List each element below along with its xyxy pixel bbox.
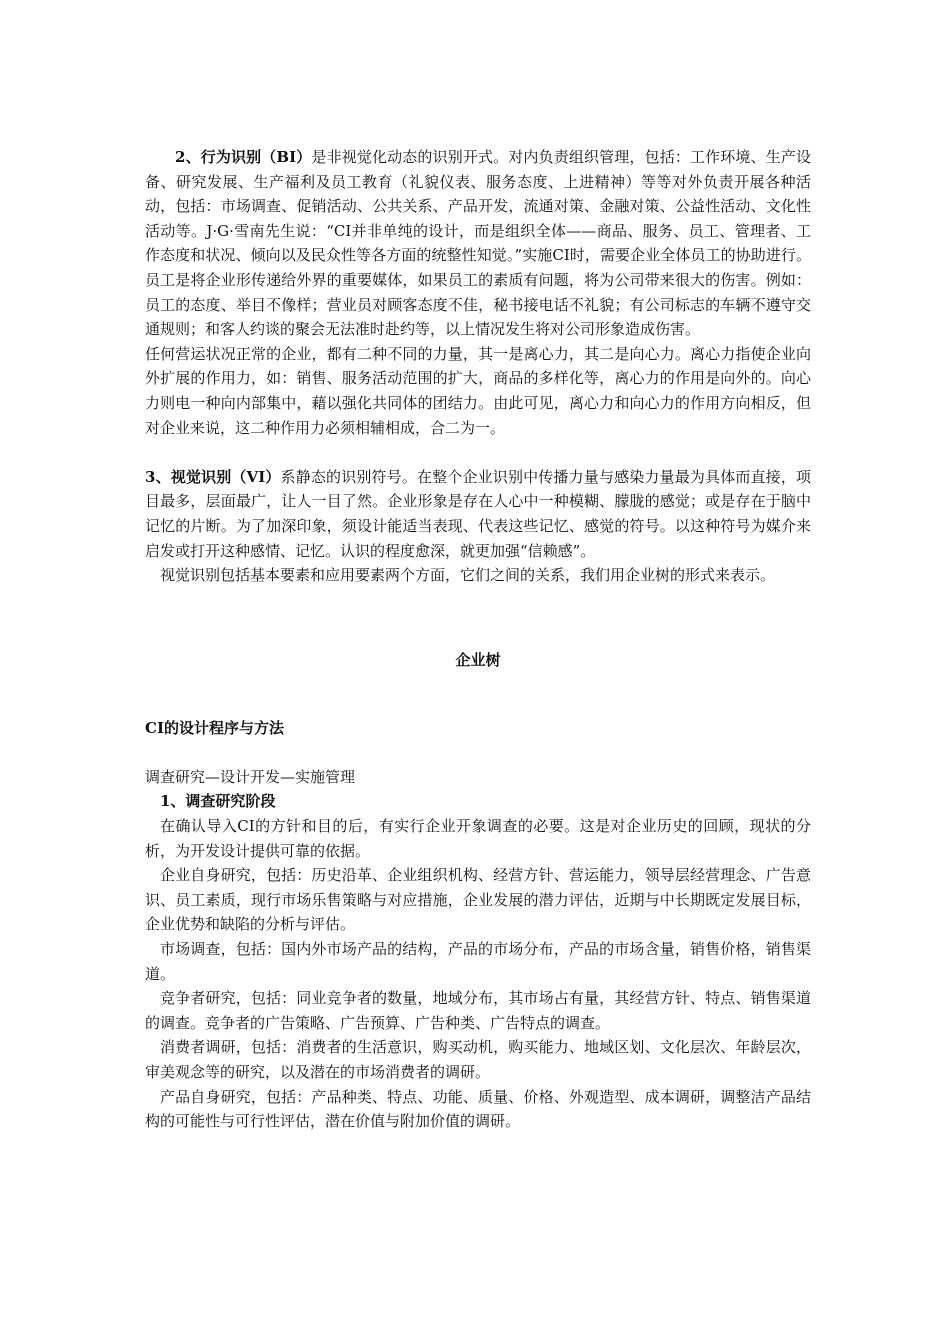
bi-paragraph [145,145,811,342]
forces-paragraph: 任何营运状况正常的企业，都有二种不同的力量，其一是离心力，其二是向心力。离心力指使企业向外扩展的作用力，如：销售、服务活动范围的扩大，商品的多样化等，离心力的作用是向外的。向心力则电一种向内部集中，藉以强化共同体的团结力。由此可见，离心力和向心力的作用方向相反，但对企业来说，这二种作用力必须相辅相成，合二为一。 [145,344,811,437]
stage1-heading: 1、调查研究阶段 [160,792,276,811]
ci-paragraph-4: 竞争者研究，包括：同业竞争者的数量，地域分布，其市场占有量，其经营方针、特点、销售渠道的调查。竞争者的广告策略、广告预算、广告种类、广告特点的调查。 [145,989,811,1032]
ci-paragraph-6: 产品自身研究，包括：产品种类、特点、功能、质量、价格、外观造型、成本调研，调整洁产品结构的可能性与可行性评估，潜在价值与附加价值的调研。 [145,1087,811,1131]
document-page [145,145,811,1134]
spacer [145,440,811,465]
ci-paragraph-5: 消费者调研，包括：消费者的生活意识，购买动机，购买能力、地域区划、文化层次、年龄层次，审美观念等的研究，以及潜在的市场消费者的调研。 [145,1038,811,1081]
vi-heading: 3、视觉识别（VI） [145,467,281,486]
vi-relation-paragraph: 视觉识别包括基本要素和应用要素两个方面，它们之间的关系，我们用企业树的形式来表示。 [160,566,776,585]
ci-flow: 调查研究—设计开发—实施管理 [145,767,356,786]
bi-text: 是非视觉化动态的识别开式。对内负责组织管理，包括：工作环境、生产设备、研究发展、生产福利及员工教育（礼貌仪表、服务态度、上进精神）等等对外负责开展各种活动，包括：市场调查、促销活动、公共关系、产品开发，流通对策、金融对策、公益性活动、文化性活动等。J·G·雪南先生说：“CI并非单纯的设计，而是组织全体——商品、服务、员工、管理者、工作态度和状况、倾向以及民众性等各方面的统整性知觉。”实施CI时，需要企业全体员工的协助进行。员工是将企业形传递给外界的重要媒体，如果员工的素质有问题，将为公司带来很大的伤害。例如：员工的态度、举目不像样；营业员对顾客态度不佳，秘书接电话不礼貌；有公司标志的车辆不遵守交通规则；和客人约谈的聚会无法准时赴约等，以上情况发生将对公司形象造成伤害。 [145,148,811,339]
vi-paragraph [145,465,811,563]
ci-paragraph-2: 企业自身研究，包括：历史沿革、企业组织机构、经营方针、营运能力，领导层经营理念、广告意识、员工素质，现行市场乐售策略与对应措施，企业发展的潜力评估，近期与中长期既定发展目标，企业优势和缺陷的分析与评估。 [145,866,811,934]
enterprise-tree-title: 企业树 [455,650,501,669]
ci-paragraph-3: 市场调查，包括：国内外市场产品的结构，产品的市场分布，产品的市场含量，销售价格，销售渠道。 [145,940,811,983]
ci-section-title: CI的设计程序与方法 [145,719,284,738]
bi-heading: 2、行为识别（BI） [175,148,312,166]
vi-text: 系静态的识别符号。在整个企业识别中传播力量与感染力量最为具体而直接，项目最多，层面最广，让人一目了然。企业形象是存在人心中一种模糊、朦胧的感觉；或是存在于脑中记忆的片断。为了加深印象，须设计能适当表现、代表这些记忆、感觉的符号。以这种符号为媒介来启发或打开这种感情、记忆。认识的程度愈深，就更加强“信赖感”。 [145,467,811,560]
ci-paragraph-1: 在确认导入CI的方针和目的后，有实行企业开象调查的必要。这是对企业历史的回顾，现状的分析，为开发设计提供可靠的依据。 [145,817,811,860]
